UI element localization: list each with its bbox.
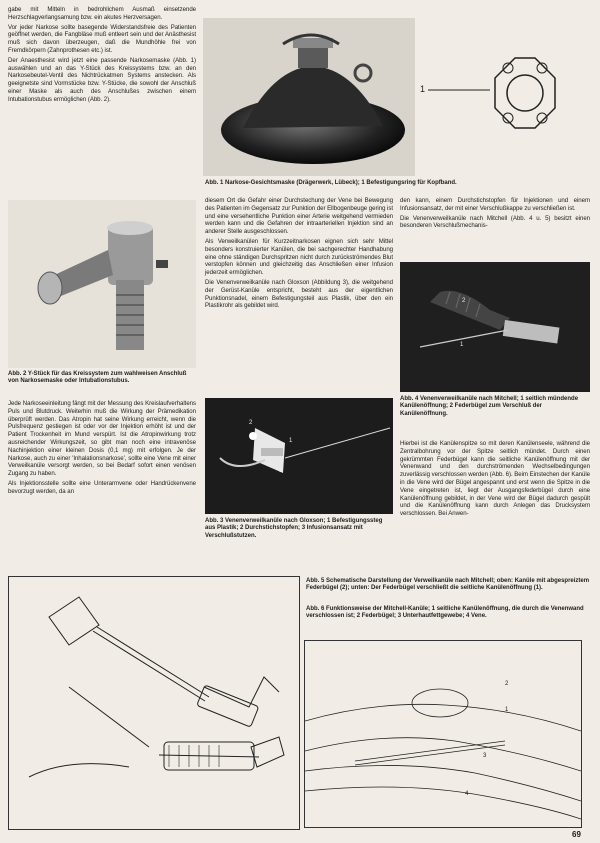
figure-5-schematic-drawing (8, 576, 300, 830)
paragraph: Vor jeder Narkose sollte basegende Widerstandsfreie des Patienten geöffnet werden, die Fangbläse muß entleert sein und der Anästhesist muß sich davon überzeugen, daß die Mundhöhle frei von Fremdkörpern (Zahnprothesen etc.) ist. (8, 23, 196, 54)
figure-4-caption: Abb. 4 Venenverweilkanüle nach Mitchell; 1 seitlich mündende Kanülenöffnung; 2 Federbügel zum Verschluß der Kanülenöffnung. (400, 396, 579, 417)
figure-label: 1 (289, 438, 293, 444)
column-2-middle-text (205, 197, 393, 312)
figure-label: 1 (460, 342, 464, 348)
figure-5-caption: Abb. 5 Schematische Darstellung der Verweilkanüle nach Mitchell; oben: Kanüle mit abgespreiztem Federbügel (2); unten: Der Federbügel verschließt die seitliche Kanülenöffnung (1). (306, 578, 590, 592)
paragraph: Als Injektionsstelle sollte eine Unterarmvene oder Handrückenvene bevorzugt werden, da an (8, 479, 196, 495)
figure-3-caption: Abb. 3 Venenverweilkanüle nach Gloxson; 1 Befestigungssteg aus Plastik; 2 Durchstichstopfen; 3 Infusionsansatz mit Verschlußstutzen. (205, 518, 383, 539)
paragraph: den kann, einem Durchstichstopfen für Injektionen und einem Infusionsansatz, der mit einer Verschlußkappe zu verschließen ist. (400, 197, 590, 212)
paragraph: Die Venenverweilkanüle nach Mitchell (Abb. 4 u. 5) besitzt einen besonderen Verschlußmechanis- (400, 214, 590, 230)
paragraph: diesem Ort die Gefahr einer Durchstechung der Vene bei Bewegung des Patienten im Gegensatz zur Punktion der Ellbogenbeuge gering ist und eine versehentliche Punktion einer Arterie weitgehend vermieden werden kann und die Gefahren der intraarteriellen Injektion sind an anderer Stelle ausgeschlossen. (205, 197, 393, 236)
paragraph: Hierbei ist die Kanülenspitze so mit deren Kanülenseele, während die Zentralbohrung vor der Spitze seitlich mündet. Durch einen gekrümmten Federbügel kann die seitliche Kanülenöffnung mit der Venenwand und den durchströmenden Wechselbedingungen zuverlässig verschlossen werden (Abb. 6). Beim Einstechen der Kanüle in die Vene wird der Bügel angespannt und erst wenn die Spitze in die Vene eingetreten ist, liegt der Ausgangsfederbügel durch eine Kanülenöffnung gebildet, in der Vene wird der Bügel dadurch gespült und die Kanülenöffnung kann durch Anlegen das Drucksystem verschlossen. Bei Anwen- (400, 440, 590, 518)
figure-label: 1 (420, 84, 426, 94)
paragraph: gabe mit Mitteln in bedrohlichem Ausmaß einsetzende Herzschlagverlangsamung bzw. ein akutes Herzversagen. (8, 6, 196, 21)
figure-4-mitchell-cannula-photo (400, 262, 590, 392)
figure-label: 2 (462, 298, 466, 304)
figure-2-caption: Abb. 2 Y-Stück für das Kreissystem zum wahlweisen Anschluß von Narkosemaske oder Intubationstubus. (8, 371, 187, 385)
figure-label: 3 (483, 753, 487, 759)
page-number: 69 (572, 830, 581, 839)
figure-1-caption: Abb. 1 Narkose-Gesichtsmaske (Drägerwerk, Lübeck); 1 Befestigungsring für Kopfband. (205, 180, 457, 186)
column-3-middle-text (400, 197, 590, 232)
figure-2-y-piece-photo (8, 200, 196, 368)
figure-label: 4 (465, 791, 469, 797)
figure-label: 2 (505, 681, 509, 687)
figure-label: 3 (279, 468, 283, 474)
figure-6-function-drawing (304, 640, 582, 828)
figure-1-ring-drawing (420, 18, 590, 176)
column-1-top-text (8, 6, 196, 106)
paragraph: Jede Narkoseeinleitung fängt mit der Messung des Kreislaufverhaltens Puls und Blutdruck. Weiterhin muß die Wirkung der Prämedikation überprüft werden. Das Atropin hat seine Wirkung erreicht, wenn die Pulsfrequenz gestiegen ist oder vor der Injektion erhöht ist und der Patient Trockenheit im Mund verspürt. Ist die Atropinwirkung trotz ausreichender Wirkungszeit, so gibt man noch eine intravenöse Nachinjektion einer kleinen Dosis (0,1 mg) mit erfolgen. Je der Narkose, auch zu einer 'Inhalationsnarkose', sollte eine Vene mit einer Verweilkanüle versorgt werden, so bei Bedarf sofort einen venösen Zugang zu haben. (8, 400, 196, 478)
column-3-lower-text (400, 440, 590, 520)
column-1-middle-text (8, 400, 196, 498)
paragraph: Die Venenverweilkanüle nach Gloxson (Abbildung 3), die weitgehend der Gerüst-Kanüle entspricht, besteht aus der eigentlichen Punktionsnadel, einem Befestigungsteil aus Plastik, über den ein Plastikrohr als gebildet wird. (205, 278, 393, 310)
paragraph: Als Verweilkanülen für Kurzzeitnarkosen eignen sich sehr Mittel besonders konstruierter Kanülen, die bei sachgerechter Handhabung eine ohne ständigen Durchspritzen nicht durch zurückströmendes Blut verstopfen können und gleichzeitig das Anschließen einer Infusion jederzeit ermöglichen. (205, 237, 393, 277)
figure-label: 1 (505, 707, 509, 713)
figure-label: 2 (249, 420, 253, 426)
figure-3-cannula-photo (205, 398, 393, 514)
figure-1-mask-photo (203, 18, 415, 176)
paragraph: Der Anaesthesist wird jetzt eine passende Narkosemaske (Abb. 1) auswählen und an das Y-Stück des Kreissystems bzw. an den Narkosebeutel-Ventil des Nichtrückatmen Systems anstecken. Als geeignetste sind Vormstücke bzw. Y-Stücke, die sowohl der Anschluß einer Maske als auch des Anschlußes zwischen einem Intubationstubus ermöglichen (Abb. 2). (8, 56, 196, 103)
figure-6-caption: Abb. 6 Funktionsweise der Mitchell-Kanüle; 1 seitliche Kanülenöffnung, die durch die Venenwand verschlossen ist; 2 Federbügel; 3 Unterhautfettgewebe; 4 Vene. (306, 606, 584, 620)
